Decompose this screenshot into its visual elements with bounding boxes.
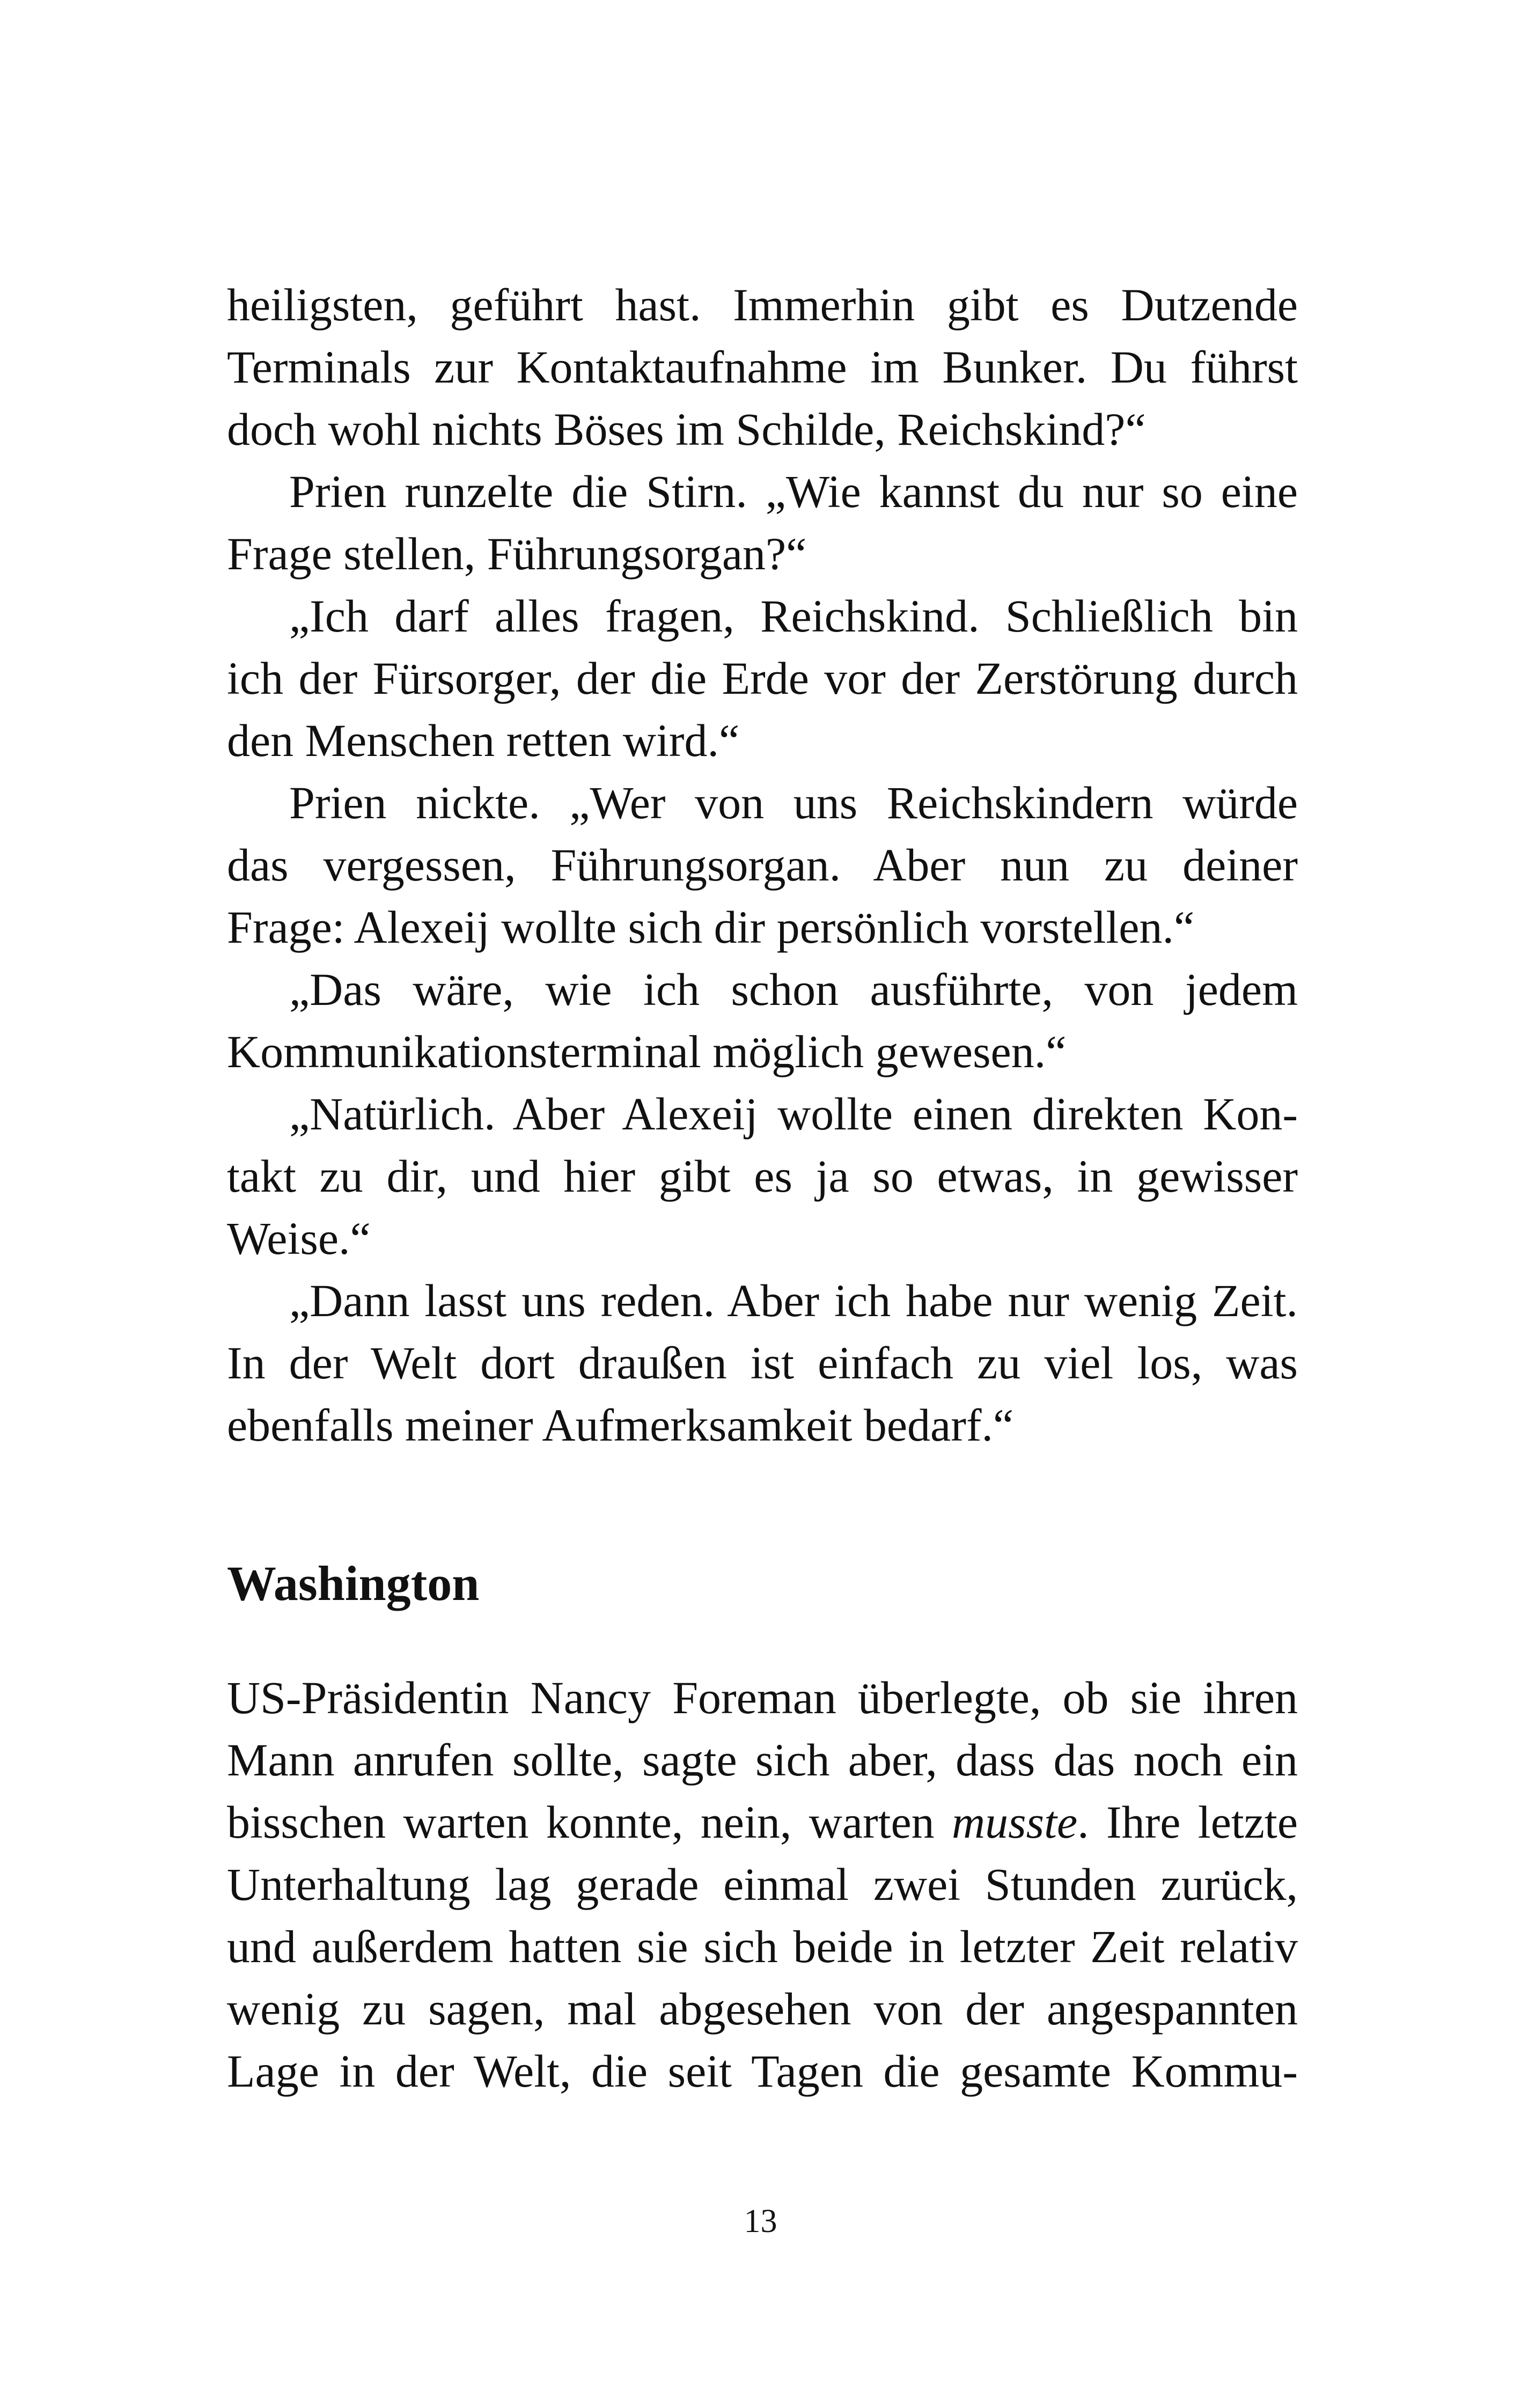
text-line: das vergessen, Führungsorgan. Aber nun zu deiner [227, 839, 1298, 891]
text-line: „Dann lasst uns reden. Aber ich habe nur wenig Zeit. [289, 1275, 1298, 1326]
text-run: . Ihre letzte [1077, 1796, 1298, 1848]
text-line: heiligsten, geführt hast. Immerhin gibt es Dutzende [227, 279, 1298, 331]
text-line: doch wohl nichts Böses im Schilde, Reichskind?“ [227, 403, 1146, 455]
section-heading: Washington [227, 1556, 480, 1611]
text-line: Mann anrufen sollte, sagte sich aber, dass das noch ein [227, 1734, 1298, 1786]
text-line: In der Welt dort draußen ist einfach zu viel los, was [227, 1337, 1298, 1389]
body-text-section-1 [227, 274, 1298, 1456]
italic-emphasis: musste [952, 1796, 1078, 1848]
text-line: Weise.“ [227, 1213, 371, 1264]
body-text-section-2 [227, 1666, 1298, 2102]
text-line: takt zu dir, und hier gibt es ja so etwas, in gewisser [227, 1150, 1298, 1202]
text-line: und außerdem hatten sie sich beide in letzter Zeit relativ [227, 1921, 1298, 1972]
page-number: 13 [744, 2203, 777, 2240]
text-line: „Natürlich. Aber Alexeij wollte einen direkten Kon- [289, 1088, 1298, 1140]
text-line: Frage: Alexeij wollte sich dir persönlich vorstellen.“ [227, 901, 1195, 953]
text-line [227, 1791, 1298, 1853]
text-line: Prien nickte. „Wer von uns Reichskindern würde [289, 777, 1298, 828]
text-run: bisschen warten konnte, nein, warten [227, 1796, 952, 1848]
text-line: den Menschen retten wird.“ [227, 715, 740, 766]
text-line: Prien runzelte die Stirn. „Wie kannst du nur so eine [289, 466, 1298, 517]
text-line: Unterhaltung lag gerade einmal zwei Stunden zurück, [227, 1859, 1298, 1910]
text-line: ebenfalls meiner Aufmerksamkeit bedarf.“ [227, 1399, 1014, 1451]
text-line: Lage in der Welt, die seit Tagen die gesamte Kommu- [227, 2045, 1298, 2097]
text-line: ich der Fürsorger, der die Erde vor der Zerstörung durch [227, 652, 1298, 704]
text-line: Frage stellen, Führungsorgan?“ [227, 528, 807, 579]
text-line: Terminals zur Kontaktaufnahme im Bunker. Du führst [227, 341, 1298, 393]
text-line: „Das wäre, wie ich schon ausführte, von jedem [289, 964, 1298, 1015]
text-line: wenig zu sagen, mal abgesehen von der angespannten [227, 1983, 1298, 2035]
text-line: Kommunikationsterminal möglich gewesen.“ [227, 1026, 1067, 1077]
text-line: „Ich darf alles fragen, Reichskind. Schließlich bin [289, 590, 1298, 642]
text-line: US-Präsidentin Nancy Foreman überlegte, ob sie ihren [227, 1672, 1298, 1723]
